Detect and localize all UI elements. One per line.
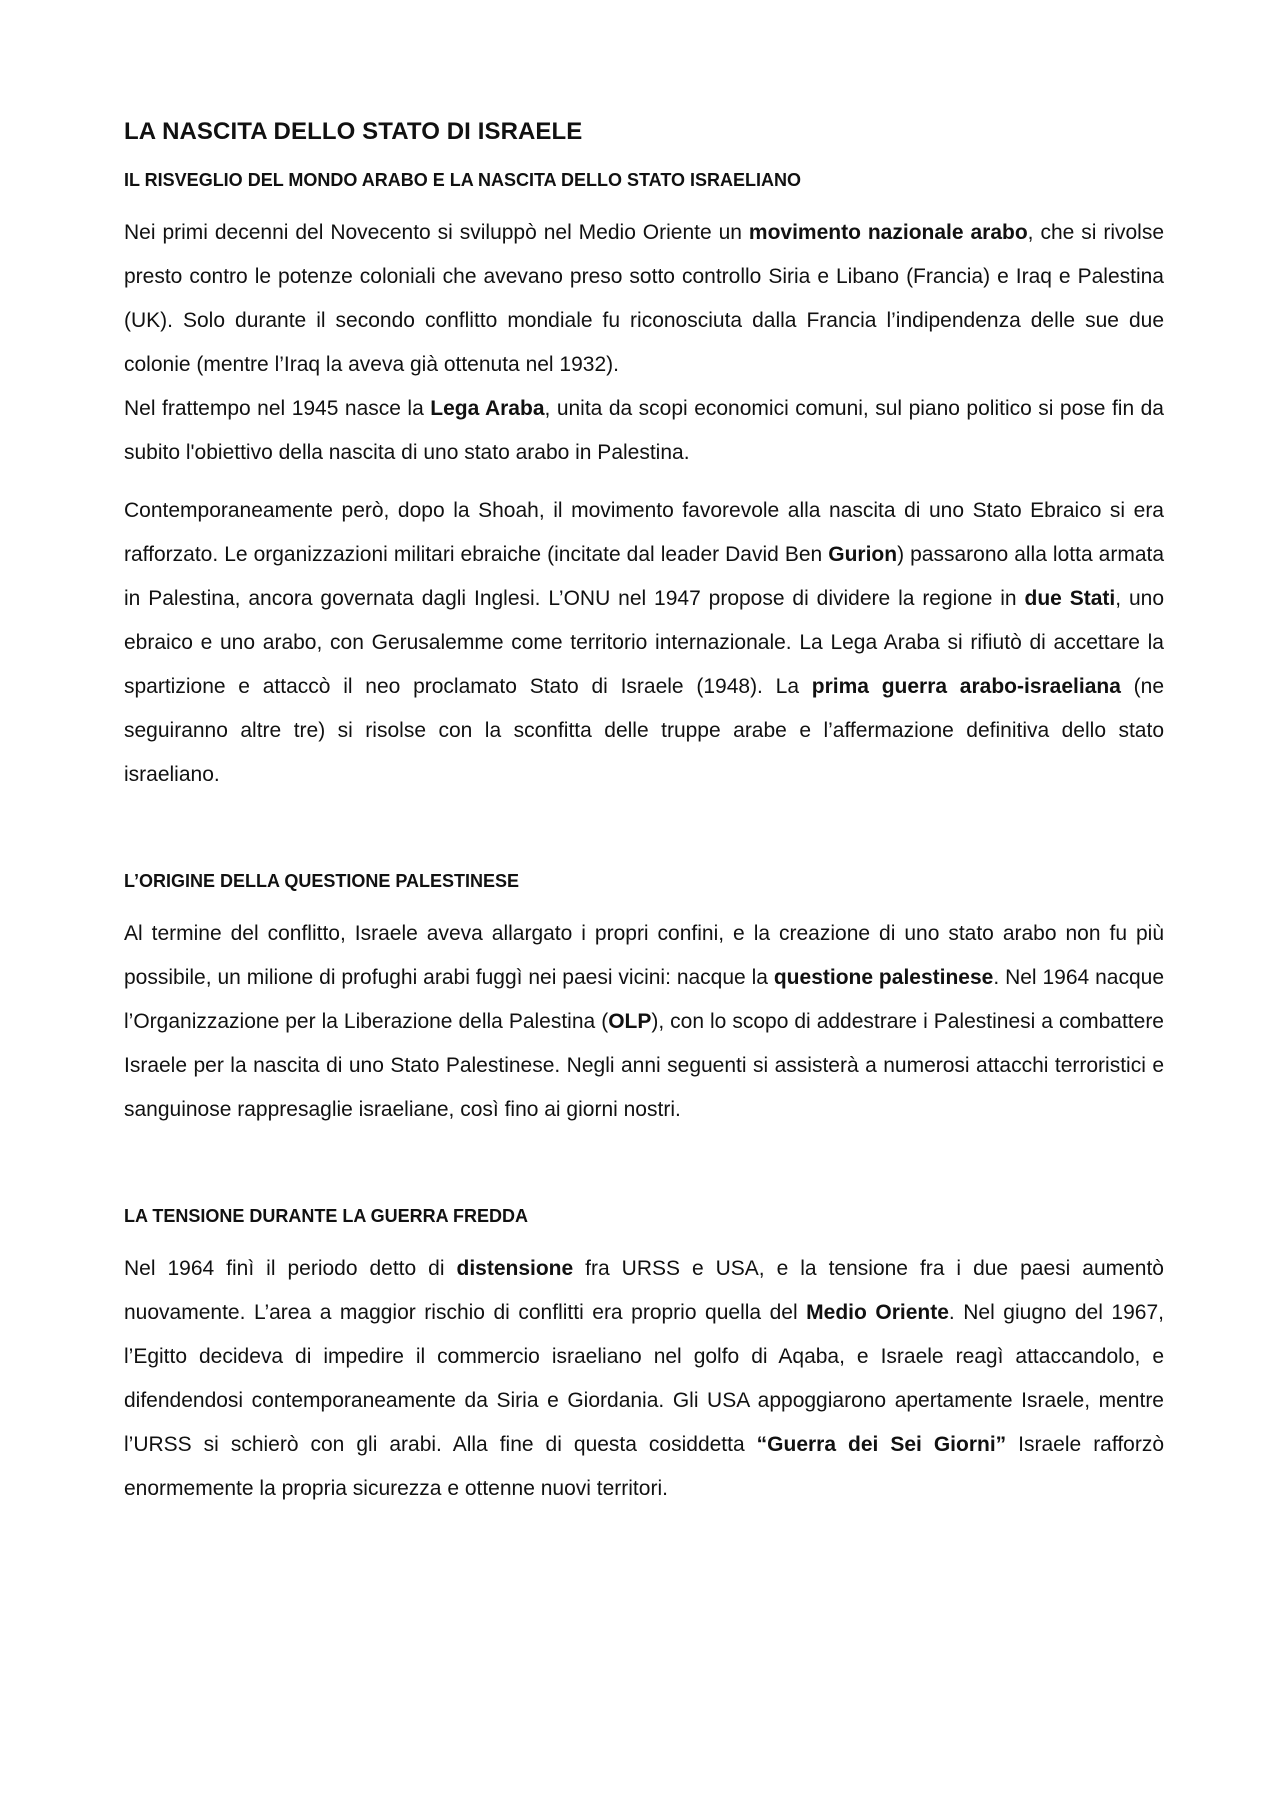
section-heading-guerra-fredda: LA TENSIONE DURANTE LA GUERRA FREDDA xyxy=(124,1206,528,1226)
paragraph xyxy=(124,387,1164,475)
bold-term: movimento nazionale arabo xyxy=(748,221,1028,244)
text-run: ) passarono alla lotta armata in Palestina, ancora governata dagli Inglesi. L’ONU nel 1947 propose di dividere la regione in xyxy=(124,543,1165,610)
text-run: ), con lo scopo di addestrare i Palestinesi a combattere Israele per la nascita di uno Stato Palestinese. Negli anni seguenti si assisterà a numerosi attacchi terroristici e sanguinose rappresaglie israeliane, così fino ai giorni nostri. xyxy=(124,1010,1164,1121)
text-run: . Nel 1964 nacque l’Organizzazione per la Liberazione della Palestina ( xyxy=(124,966,1165,1033)
text-run: Israele rafforzò enormemente la propria sicurezza e ottenne nuovi territori. xyxy=(124,1433,1165,1500)
bold-term: distensione xyxy=(456,1257,574,1280)
paragraph xyxy=(124,489,1164,797)
bold-term: “Guerra dei Sei Giorni” xyxy=(756,1433,1007,1456)
text-run: Al termine del conflitto, Israele aveva allargato i propri confini, e la creazione di uno stato arabo non fu più possibile, un milione di profughi arabi fuggì nei paesi vicini: nacque la xyxy=(124,922,1164,989)
paragraph xyxy=(124,1247,1164,1511)
text-run: , che si rivolse presto contro le potenze coloniali che avevano preso sotto controllo Siria e Libano (Francia) e Iraq e Palestina (UK). Solo durante il secondo conflitto mondiale fu riconosciuta dalla Francia l’indipendenza delle sue due colonie (mentre l’Iraq la aveva già ottenuta nel 1932). xyxy=(124,221,1165,376)
bold-term: prima guerra arabo-israeliana xyxy=(811,675,1121,698)
paragraph xyxy=(124,211,1164,387)
bold-term: Lega Araba xyxy=(430,397,545,420)
text-run: fra URSS e USA, e la tensione fra i due paesi aumentò nuovamente. L’area a maggior rischio di conflitti era proprio quella del xyxy=(124,1257,1164,1324)
text-run: , unita da scopi economici comuni, sul piano politico si pose fin da subito l'obiettivo della nascita di uno stato arabo in Palestina. xyxy=(124,397,1164,464)
bold-term: Gurion xyxy=(828,543,898,566)
text-run: Nei primi decenni del Novecento si sviluppò nel Medio Oriente un xyxy=(124,221,749,244)
paragraph xyxy=(124,912,1164,1132)
section-heading-questione-palestinese: L’ORIGINE DELLA QUESTIONE PALESTINESE xyxy=(124,871,520,891)
text-run: , uno ebraico e uno arabo, con Gerusalemme come territorio internazionale. La Lega Araba si rifiutò di accettare la spartizione e attaccò il neo proclamato Stato di Israele (1948). La xyxy=(124,587,1164,698)
bold-term: OLP xyxy=(608,1010,652,1033)
document-page xyxy=(124,118,1164,1511)
bold-term: due Stati xyxy=(1024,587,1116,610)
text-run: Contemporaneamente però, dopo la Shoah, il movimento favorevole alla nascita di uno Stato Ebraico si era rafforzato. Le organizzazioni militari ebraiche (incitate dal leader David Ben xyxy=(124,499,1164,566)
bold-term: Medio Oriente xyxy=(806,1301,949,1324)
document-title: LA NASCITA DELLO STATO DI ISRAELE xyxy=(124,118,583,145)
bold-term: questione palestinese xyxy=(773,966,994,989)
text-run: (ne seguiranno altre tre) si risolse con la sconfitta delle truppe arabe e l’affermazione definitiva dello stato israeliano. xyxy=(124,675,1164,786)
text-run: . Nel giugno del 1967, l’Egitto decideva di impedire il commercio israeliano nel golfo di Aqaba, e Israele reagì attaccandolo, e difendendosi contemporaneamente da Siria e Giordania. Gli USA appoggiarono apertamente Israele, mentre l’URSS si schierò con gli arabi. Alla fine di questa cosiddetta xyxy=(124,1301,1164,1456)
section-heading-risveglio: IL RISVEGLIO DEL MONDO ARABO E LA NASCITA DELLO STATO ISRAELIANO xyxy=(124,170,802,190)
text-run: Nel frattempo nel 1945 nasce la xyxy=(124,397,431,420)
text-run: Nel 1964 finì il periodo detto di xyxy=(124,1257,457,1280)
